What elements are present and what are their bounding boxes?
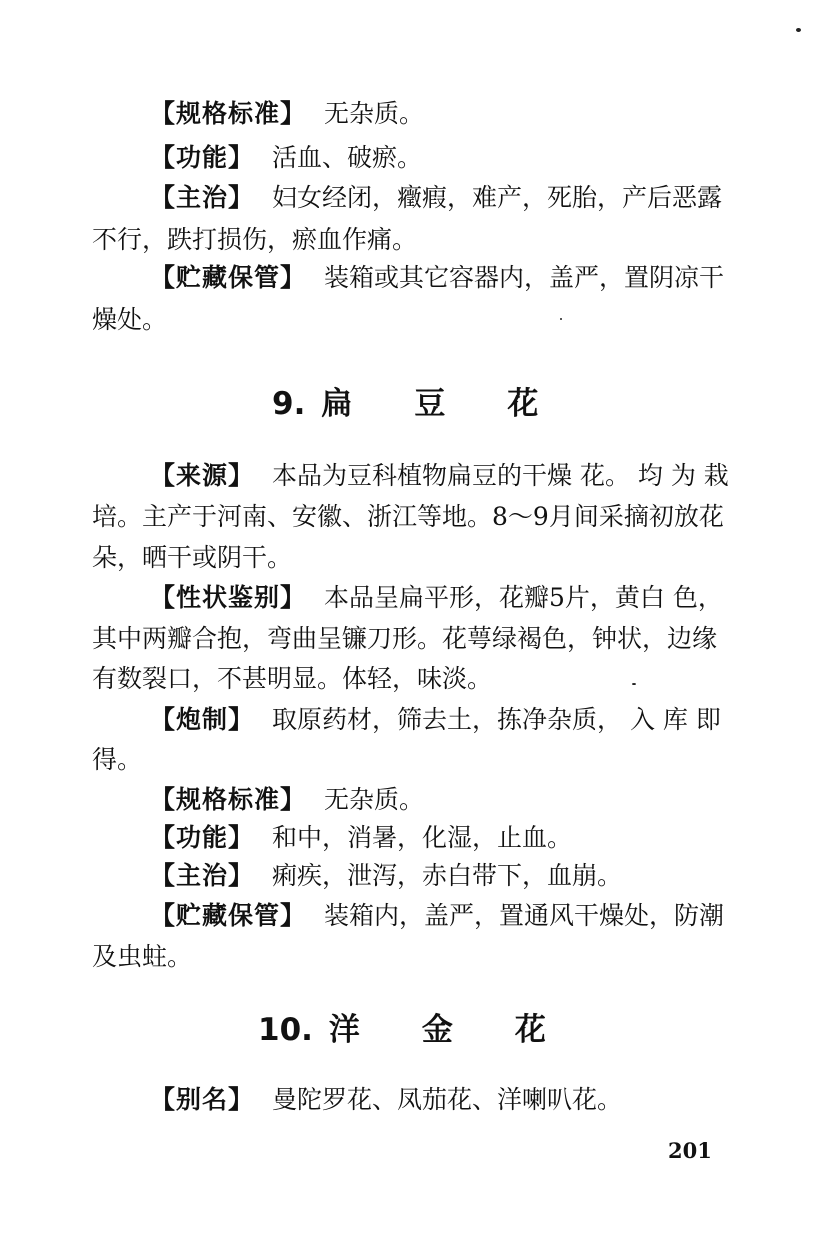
storage-text-2: 及虫蛀。 bbox=[92, 942, 193, 971]
prev-indication-label: 【主治】 bbox=[150, 183, 255, 212]
storage-label: 【贮藏保管】 bbox=[150, 901, 307, 930]
spec-label: 【规格标准】 bbox=[150, 785, 307, 814]
section-9-title-char-2: 豆 bbox=[414, 386, 446, 422]
source-text-2: 培。主产于河南、安徽、浙江等地。8～9月间采摘初放花 bbox=[92, 502, 724, 531]
section-10-title-char-3: 花 bbox=[514, 1012, 546, 1048]
prev-spec-label: 【规格标准】 bbox=[150, 99, 307, 128]
identification-label: 【性状鉴别】 bbox=[150, 583, 307, 612]
indication-label: 【主治】 bbox=[150, 861, 255, 890]
page-number: 201 bbox=[668, 1138, 712, 1163]
spec-text: 无杂质。 bbox=[324, 785, 425, 814]
section-9-title-char-3: 花 bbox=[507, 386, 539, 422]
section-10-heading bbox=[258, 1008, 546, 1052]
scan-speck bbox=[796, 28, 801, 32]
storage-text-1: 装箱内，盖严，置通风干燥处，防潮 bbox=[324, 901, 725, 930]
section-9-heading bbox=[272, 382, 538, 426]
section-10-number: 10. bbox=[258, 1012, 313, 1048]
processing-text-1: 取原药材，筛去土，拣净杂质， 入 库 即 bbox=[272, 705, 721, 734]
section-10-title-char-1: 洋 bbox=[328, 1012, 360, 1048]
alias-line bbox=[150, 1080, 622, 1120]
section-9-title-char-1: 扁 bbox=[321, 386, 353, 422]
function-line bbox=[150, 818, 572, 858]
prev-storage-line bbox=[150, 258, 724, 298]
storage-line bbox=[150, 896, 724, 936]
identification-text-3: 有数裂口，不甚明显。体轻，味淡。 bbox=[92, 664, 493, 693]
section-9-number: 9. bbox=[272, 386, 306, 422]
identification-line bbox=[150, 578, 723, 618]
prev-indication-text-1: 妇女经闭，癥瘕，难产，死胎，产后恶露 bbox=[272, 183, 723, 212]
prev-function-text: 活血、破瘀。 bbox=[272, 143, 423, 172]
prev-spec-text: 无杂质。 bbox=[324, 99, 425, 128]
spec-line bbox=[150, 780, 424, 820]
prev-spec-line bbox=[150, 94, 424, 134]
prev-function-line bbox=[150, 138, 422, 178]
prev-storage-label: 【贮藏保管】 bbox=[150, 263, 307, 292]
indication-text: 痢疾，泄泻，赤白带下，血崩。 bbox=[272, 861, 623, 890]
scan-speck bbox=[632, 683, 636, 685]
source-text-3: 朵，晒干或阴干。 bbox=[92, 543, 293, 572]
prev-storage-text-1: 装箱或其它容器内，盖严，置阴凉干 bbox=[324, 263, 725, 292]
source-line bbox=[150, 456, 729, 496]
scan-speck bbox=[560, 318, 562, 320]
indication-line bbox=[150, 856, 622, 896]
identification-text-1: 本品呈扁平形，花瓣5片，黄白 色， bbox=[324, 583, 723, 612]
source-label: 【来源】 bbox=[150, 461, 255, 490]
section-10-title-char-2: 金 bbox=[421, 1012, 453, 1048]
processing-label: 【炮制】 bbox=[150, 705, 255, 734]
prev-function-label: 【功能】 bbox=[150, 143, 255, 172]
function-text: 和中，消暑，化湿，止血。 bbox=[272, 823, 573, 852]
processing-text-2: 得。 bbox=[92, 745, 143, 774]
prev-indication-line bbox=[150, 178, 722, 218]
prev-storage-text-2: 燥处。 bbox=[92, 305, 168, 334]
function-label: 【功能】 bbox=[150, 823, 255, 852]
processing-line bbox=[150, 700, 721, 740]
prev-indication-text-2: 不行，跌打损伤，瘀血作痛。 bbox=[92, 225, 418, 254]
alias-text: 曼陀罗花、凤茄花、洋喇叭花。 bbox=[272, 1085, 623, 1114]
alias-label: 【别名】 bbox=[150, 1085, 255, 1114]
identification-text-2: 其中两瓣合抱，弯曲呈镰刀形。花萼绿褐色，钟状，边缘 bbox=[92, 624, 718, 653]
source-text-1: 本品为豆科植物扁豆的干燥 花。 均 为 栽 bbox=[272, 461, 729, 490]
